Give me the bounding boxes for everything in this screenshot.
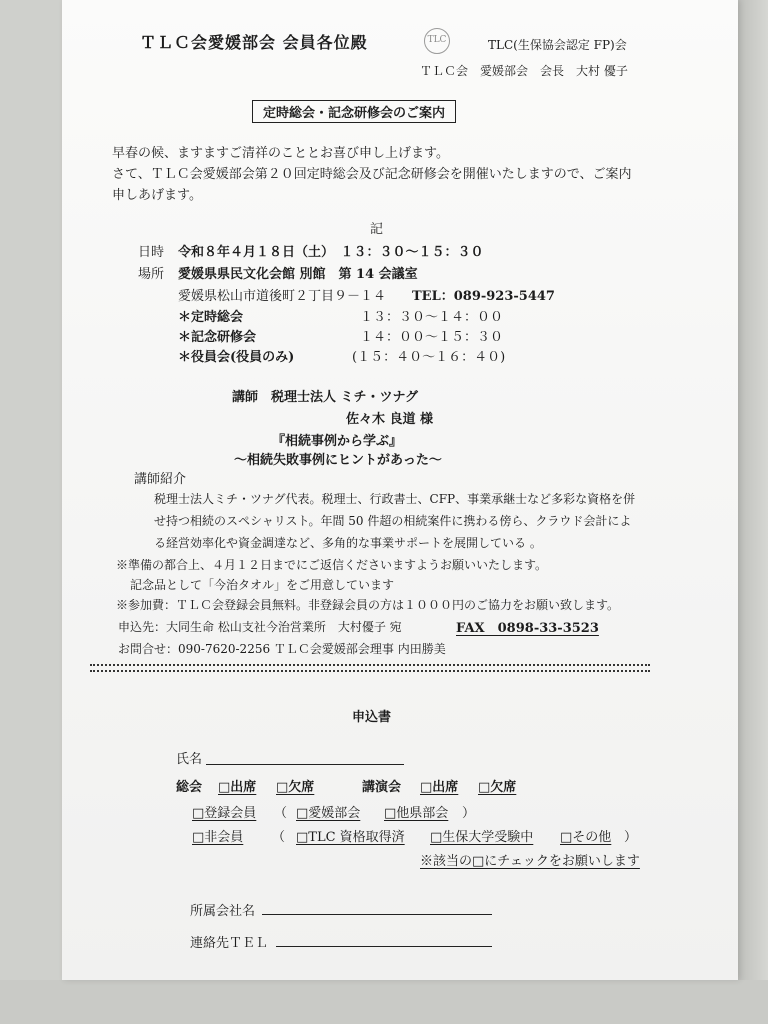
note-gift: 記念品として「今治タオル」をご用意しています [130, 578, 395, 592]
company-label: 所属会社名 [190, 904, 256, 919]
date-label: 日時 [138, 245, 165, 260]
soukai-attend-checkbox[interactable]: □出席 [218, 780, 257, 795]
name-label: 氏名 [176, 752, 203, 767]
addressee: ＴＬＣ会愛媛部会 会員各位殿 [140, 33, 368, 52]
kouenkai-attend-checkbox[interactable]: □出席 [420, 780, 459, 795]
place-address: 愛媛県松山市道後町２丁目９－１４ [178, 289, 387, 304]
place-tel: TEL：089-923-5447 [412, 289, 555, 304]
apply-to: 申込先：大同生命 松山支社今治営業所 大村優子 宛 [118, 620, 402, 634]
note-deadline: ※準備の都合上、４月１２日までにご返信くださいますようお願いいたします。 [116, 558, 548, 572]
check-note: ※該当の□にチェックをお願いします [420, 854, 640, 869]
ki-heading: 記 [370, 222, 384, 237]
page-title: 定時総会・記念研修会のご案内 [252, 100, 456, 123]
schedule-time: (１５：４０～１６：４０) [352, 350, 506, 365]
date-value: 令和８年４月１８日（土） １３：３０～１５：３０ [178, 245, 484, 260]
lecture-theme: 『相続事例から学ぶ』 [272, 434, 403, 449]
inquiry: お問合せ：090-7620-2256 ＴＬＣ会愛媛部会理事 内田勝美 [118, 642, 446, 656]
tlc-cert-checkbox[interactable]: □TLC 資格取得済 [296, 830, 405, 845]
paren-close: ） [462, 806, 476, 821]
schedule-item: ＊役員会(役員のみ) [178, 350, 295, 365]
lecture-subtheme: ～相続失敗事例にヒントがあった～ [234, 453, 442, 468]
ehime-bukai-checkbox[interactable]: □愛媛部会 [296, 806, 361, 821]
kouenkai-label: 講演会 [362, 780, 402, 795]
schedule-time: １４：００～１５：３０ [360, 330, 504, 345]
paren-open: （ [274, 806, 288, 821]
other-checkbox[interactable]: □その他 [560, 830, 612, 845]
schedule-item: ＊記念研修会 [178, 330, 257, 345]
tel-field[interactable] [276, 946, 492, 947]
place-name: 愛媛県県民文化会館 別館 第 14 会議室 [178, 267, 418, 282]
note-fee: ※参加費：ＴＬＣ会登録会員無料。非登録会員の方は１０００円のご協力をお願い致します。 [116, 598, 620, 612]
intro-heading: 講師紹介 [134, 472, 187, 487]
tlc-logo-icon: TLC [424, 28, 450, 54]
intro-line-2: せ持つ相続のスペシャリスト。年間 50 件超の相続案件に携わる傍ら、クラウド会計によ [154, 514, 632, 528]
paren-open: （ [272, 830, 286, 845]
kouenkai-absent-checkbox[interactable]: □欠席 [478, 780, 517, 795]
intro-line-3: る経営効率化や資金調達など、多角的な事業サポートを展開している 。 [154, 536, 542, 550]
soukai-absent-checkbox[interactable]: □欠席 [276, 780, 315, 795]
lecturer-line-1: 講師 税理士法人 ミチ・ツナグ [232, 390, 419, 405]
background-bottom [0, 980, 768, 1024]
greeting-line-3: 申しあげます。 [112, 188, 202, 203]
cut-line-divider [90, 664, 650, 672]
org-name: TLC(生保協会認定 FP)会 [488, 38, 627, 52]
fax-number: FAX 0898-33-3523 [456, 621, 599, 636]
greeting-line-1: 早春の候、ますますご清祥のこととお喜び申し上げます。 [112, 146, 449, 161]
seiho-exam-checkbox[interactable]: □生保大学受験中 [430, 830, 534, 845]
paren-close: ） [624, 830, 638, 845]
non-member-checkbox[interactable]: □非会員 [192, 830, 244, 845]
lecturer-name: 佐々木 良道 様 [346, 412, 434, 427]
registered-member-checkbox[interactable]: □登録会員 [192, 806, 257, 821]
other-bukai-checkbox[interactable]: □他県部会 [384, 806, 449, 821]
background-right [738, 0, 768, 1024]
soukai-label: 総会 [176, 780, 203, 795]
schedule-time: １３：３０～１４：００ [360, 310, 504, 325]
greeting-line-2: さて、ＴＬＣ会愛媛部会第２０回定時総会及び記念研修会を開催いたしますので、ご案内 [112, 167, 632, 182]
name-field[interactable] [206, 764, 404, 765]
company-field[interactable] [262, 914, 492, 915]
tel-label: 連絡先ＴＥＬ [190, 936, 269, 951]
place-label: 場所 [138, 267, 165, 282]
sender: ＴＬＣ会 愛媛部会 会長 大村 優子 [420, 64, 628, 78]
intro-line-1: 税理士法人ミチ・ツナグ代表。税理士、行政書士、CFP、事業承継士など多彩な資格を併 [154, 492, 636, 506]
schedule-item: ＊定時総会 [178, 310, 244, 325]
form-title: 申込書 [352, 710, 392, 725]
